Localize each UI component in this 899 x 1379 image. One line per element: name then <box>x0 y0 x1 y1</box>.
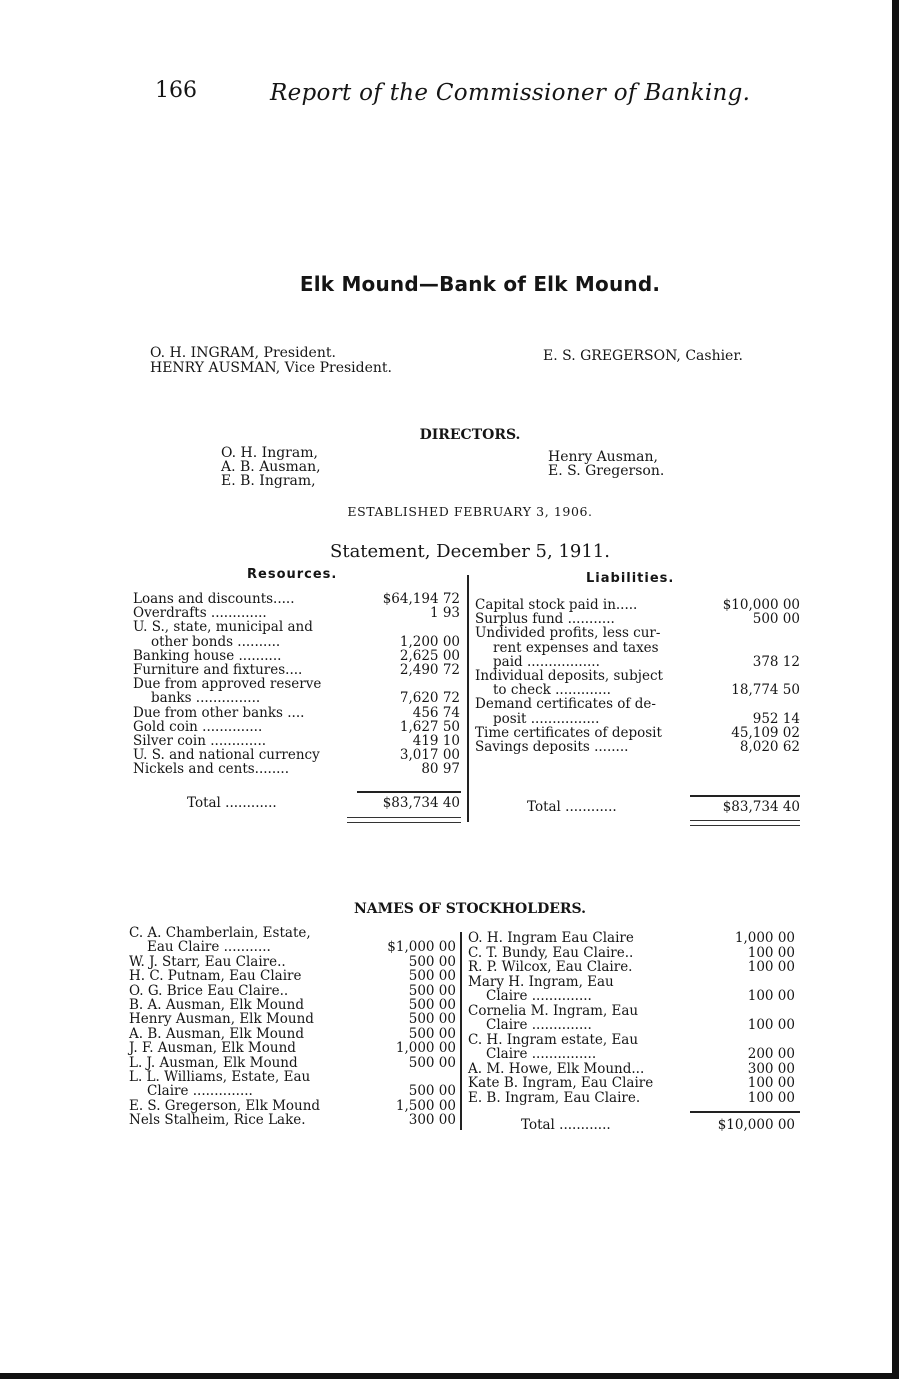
director: Henry Ausman, <box>548 449 658 465</box>
stockholder-amount: 500 00 <box>408 1011 456 1028</box>
stockholder-amount: 1,000 00 <box>734 930 795 946</box>
stockholder-amount: 300 00 <box>747 1060 795 1077</box>
stockholder-name: Eau Claire ........... <box>147 939 271 956</box>
stockholder-name: Mary H. Ingram, Eau <box>468 973 614 990</box>
liability-amount: 952 14 <box>752 710 800 727</box>
total-label: Total ............ <box>187 795 277 811</box>
resource-label: Furniture and fixtures.... <box>133 662 303 678</box>
liability-label: rent expenses and taxes <box>493 639 659 656</box>
directors-right <box>548 450 664 478</box>
stockholder-name: Claire ............... <box>486 1046 597 1062</box>
resources-heading: Resources. <box>247 567 338 582</box>
stockholder-name: Kate B. Ingram, Eau Claire <box>468 1075 654 1091</box>
stockholder-amount: 200 00 <box>747 1046 795 1062</box>
stockholder-name: O. H. Ingram Eau Claire <box>468 930 634 946</box>
stockholder-amount: 100 00 <box>747 988 795 1004</box>
stockholder-amount: 500 00 <box>408 1054 456 1071</box>
stockholder-name: B. A. Ausman, Elk Mound <box>129 997 304 1013</box>
stockholder-name: L. L. Williams, Estate, Eau <box>129 1069 311 1085</box>
stockholder-name: O. G. Brice Eau Claire.. <box>129 982 289 999</box>
stockholder-name: Claire .............. <box>147 1083 253 1100</box>
resources-total: $83,734 40 <box>382 795 460 811</box>
resource-label: Nickels and cents........ <box>133 761 290 778</box>
resource-amount: 7,620 72 <box>399 690 460 707</box>
cashier: E. S. GREGERSON, Cashier. <box>543 348 743 364</box>
resource-label: U. S. and national currency <box>133 747 320 764</box>
stockholder-name: Nels Stalheim, Rice Lake. <box>129 1112 306 1129</box>
liability-amount: 378 12 <box>752 653 800 670</box>
stockholder-amount: 100 00 <box>747 944 795 961</box>
column-divider <box>460 932 462 1130</box>
stockholder-name: E. S. Gregerson, Elk Mound <box>129 1097 321 1114</box>
liability-label: to check ............. <box>493 682 611 699</box>
stockholder-amount: 100 00 <box>747 1075 795 1091</box>
director: A. B. Ausman, <box>221 459 321 475</box>
director: E. S. Gregerson. <box>548 463 665 479</box>
stockholder-amount: 100 00 <box>747 959 795 975</box>
column-divider <box>467 575 469 822</box>
resource-label: Due from other banks .... <box>133 704 305 721</box>
stockholder-amount: 500 00 <box>408 953 456 970</box>
liabilities-heading: Liabilities. <box>586 571 675 586</box>
resource-label: other bonds .......... <box>151 633 281 650</box>
liabilities-total: $83,734 40 <box>722 799 800 815</box>
liability-amount: 18,774 50 <box>731 682 800 699</box>
stockholder-amount: 100 00 <box>747 1017 795 1033</box>
resource-label: Due from approved reserve <box>133 676 322 693</box>
stockholder-name: Cornelia M. Ingram, Eau <box>468 1002 639 1019</box>
stockholder-name: E. B. Ingram, Eau Claire. <box>468 1089 641 1106</box>
resource-label: Silver coin ............. <box>133 733 267 749</box>
liability-amount: $10,000 00 <box>722 597 800 613</box>
resource-label: Overdrafts ............. <box>133 605 267 622</box>
stockholders-heading: NAMES OF STOCKHOLDERS. <box>353 901 587 917</box>
vice-president: HENRY AUSMAN, Vice President. <box>150 360 392 376</box>
stockholder-amount: 300 00 <box>408 1112 456 1129</box>
liability-label: Individual deposits, subject <box>475 668 663 684</box>
liability-amount: 8,020 62 <box>739 739 800 755</box>
liability-amount: 45,109 02 <box>731 724 800 741</box>
double-rule <box>690 820 800 826</box>
liability-label: Savings deposits ........ <box>475 739 629 755</box>
directors-left <box>221 446 321 488</box>
resource-amount: 1,627 50 <box>399 718 460 735</box>
liability-label: posit ................ <box>493 710 600 727</box>
liability-label: Surplus fund ........... <box>475 611 615 628</box>
stockholders-total: $10,000 00 <box>717 1117 795 1133</box>
liability-amount: 500 00 <box>752 611 800 628</box>
stockholder-amount: 100 00 <box>747 1089 795 1106</box>
resource-label: Loans and discounts..... <box>133 591 295 607</box>
stockholder-amount: 500 00 <box>408 1083 456 1100</box>
stockholder-name: H. C. Putnam, Eau Claire <box>129 968 302 985</box>
rule <box>357 791 461 793</box>
stockholder-amount: 500 00 <box>408 997 456 1013</box>
resource-amount: $64,194 72 <box>382 591 460 607</box>
stockholder-name: C. A. Chamberlain, Estate, <box>129 925 311 941</box>
stockholder-name: J. F. Ausman, Elk Mound <box>129 1040 296 1057</box>
directors-heading: DIRECTORS. <box>419 427 521 443</box>
stockholder-name: R. P. Wilcox, Eau Claire. <box>468 959 633 975</box>
total-label: Total ............ <box>527 799 617 815</box>
liability-label: paid ................. <box>493 653 600 670</box>
stockholder-name: Claire .............. <box>486 1017 592 1033</box>
director: O. H. Ingram, <box>221 445 318 461</box>
double-rule <box>347 817 461 823</box>
rule <box>690 1111 800 1113</box>
established-date: ESTABLISHED FEBRUARY 3, 1906. <box>347 504 593 519</box>
resource-amount: 1 93 <box>429 605 460 622</box>
resource-label: U. S., state, municipal and <box>133 619 313 636</box>
liability-label: Demand certificates of de- <box>475 696 656 713</box>
running-title: Report of the Commissioner of Banking. <box>270 80 751 106</box>
scan-edge <box>892 0 899 1379</box>
statement-date: Statement, December 5, 1911. <box>330 541 610 562</box>
director: E. B. Ingram, <box>221 473 316 489</box>
stockholder-amount: $1,000 00 <box>387 939 456 956</box>
stockholder-name: W. J. Starr, Eau Claire.. <box>129 953 286 970</box>
resource-amount: 1,200 00 <box>399 633 460 650</box>
resource-label: banks ............... <box>151 690 261 707</box>
resource-amount: 419 10 <box>412 733 460 749</box>
resource-amount: 3,017 00 <box>399 747 460 764</box>
stockholder-amount: 500 00 <box>408 968 456 985</box>
total-label: Total ............ <box>521 1117 611 1133</box>
liability-label: Capital stock paid in..... <box>475 597 638 613</box>
president: O. H. INGRAM, President. <box>150 345 336 361</box>
stockholder-amount: 500 00 <box>408 1025 456 1042</box>
bank-title: Elk Mound—Bank of Elk Mound. <box>299 272 661 296</box>
resource-label: Gold coin .............. <box>133 718 263 735</box>
stockholder-name: Henry Ausman, Elk Mound <box>129 1011 314 1028</box>
stockholder-name: A. B. Ausman, Elk Mound <box>129 1025 304 1042</box>
resource-amount: 2,490 72 <box>399 662 460 678</box>
resource-amount: 456 74 <box>412 704 460 721</box>
stockholder-name: A. M. Howe, Elk Mound... <box>468 1060 645 1077</box>
stockholder-name: C. T. Bundy, Eau Claire.. <box>468 944 634 961</box>
page-number: 166 <box>155 78 197 103</box>
liability-label: Time certificates of deposit <box>475 724 662 741</box>
stockholder-name: Claire .............. <box>486 988 592 1004</box>
rule <box>690 795 800 797</box>
scan-edge <box>0 1373 899 1379</box>
resource-label: Banking house .......... <box>133 647 282 664</box>
stockholder-name: L. J. Ausman, Elk Mound <box>129 1054 298 1071</box>
liability-label: Undivided profits, less cur- <box>475 625 661 642</box>
stockholder-amount: 1,500 00 <box>395 1097 456 1114</box>
stockholder-name: C. H. Ingram estate, Eau <box>468 1031 639 1048</box>
resource-amount: 80 97 <box>421 761 460 778</box>
stockholder-amount: 1,000 00 <box>395 1040 456 1057</box>
stockholder-amount: 500 00 <box>408 982 456 999</box>
resource-amount: 2,625 00 <box>399 647 460 664</box>
